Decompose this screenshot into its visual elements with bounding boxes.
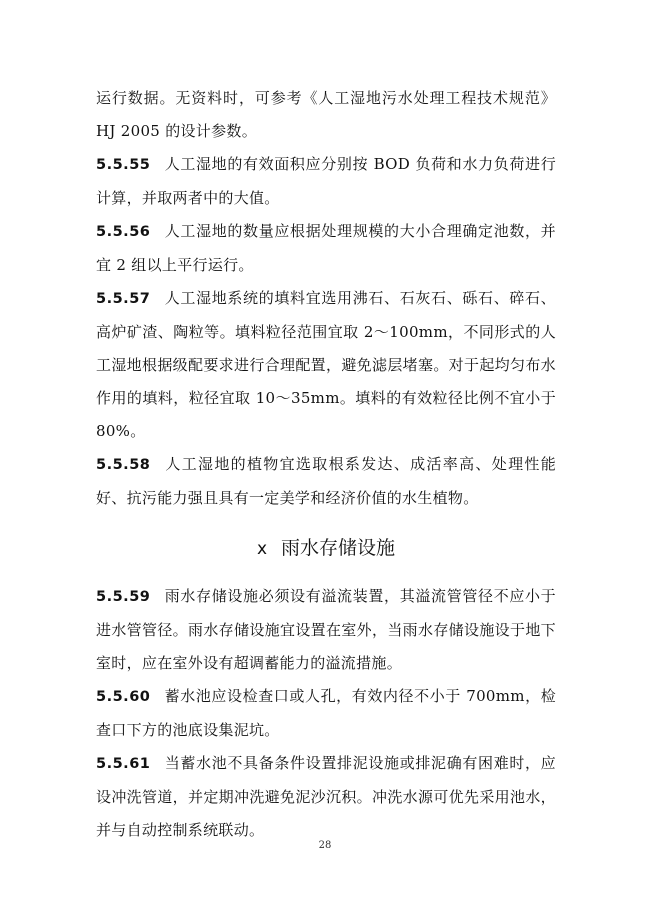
section-mark: x [256,539,268,559]
clause-number: 5.5.57 [96,291,151,307]
clause-5-5-57 [96,282,556,448]
clause-text: 当蓄水池不具备条件设置排泥设施或排泥确有困难时，应设冲洗管道，并定期冲洗避免泥沙沉积。冲洗水源可优先采用池水，并与自动控制系统联动。 [96,754,556,839]
clause-text: 人工湿地的有效面积应分别按 BOD 负荷和水力负荷进行计算，并取两者中的大值。 [96,155,556,207]
clause-5-5-55 [96,148,556,215]
clause-number: 5.5.58 [96,457,151,473]
page-number: 28 [318,840,332,851]
clause-number: 5.5.55 [96,157,151,173]
clause-5-5-61 [96,747,556,847]
clause-5-5-60 [96,680,556,747]
section-heading [96,533,556,564]
clause-text: 蓄水池应设检查口或人孔，有效内径不小于 700mm，检查口下方的池底设集泥坑。 [96,687,556,739]
clause-5-5-58 [96,448,556,515]
clause-number: 5.5.60 [96,689,151,705]
clause-number: 5.5.59 [96,589,151,605]
clause-number: 5.5.56 [96,224,151,240]
document-body [96,82,556,847]
clause-5-5-56 [96,215,556,282]
clause-text: 人工湿地的数量应根据处理规模的大小合理确定池数，并宜 2 组以上平行运行。 [96,222,556,274]
clause-text: 雨水存储设施必须设有溢流装置，其溢流管管径不应小于进水管管径。雨水存储设施宜设置在室外，当雨水存储设施设于地下室时，应在室外设有超调蓄能力的溢流措施。 [96,587,556,672]
clause-number: 5.5.61 [96,756,151,772]
section-title: 雨水存储设施 [281,537,396,559]
clause-text: 人工湿地系统的填料宜选用沸石、石灰石、砾石、碎石、高炉矿渣、陶粒等。填料粒径范围宜取 2～100mm，不同形式的人工湿地根据级配要求进行合理配置，避免滤层堵塞。对于起均匀布水作用的填料，粒径宜取 10～35mm。填料的有效粒径比例不宜小于 80%。 [96,289,556,440]
clause-5-5-59 [96,580,556,680]
continuation-paragraph: 运行数据。无资料时，可参考《人工湿地污水处理工程技术规范》HJ 2005 的设计参数。 [96,89,556,140]
clause-text: 人工湿地的植物宜选取根系发达、成活率高、处理性能好、抗污能力强且具有一定美学和经济价值的水生植物。 [96,455,556,507]
